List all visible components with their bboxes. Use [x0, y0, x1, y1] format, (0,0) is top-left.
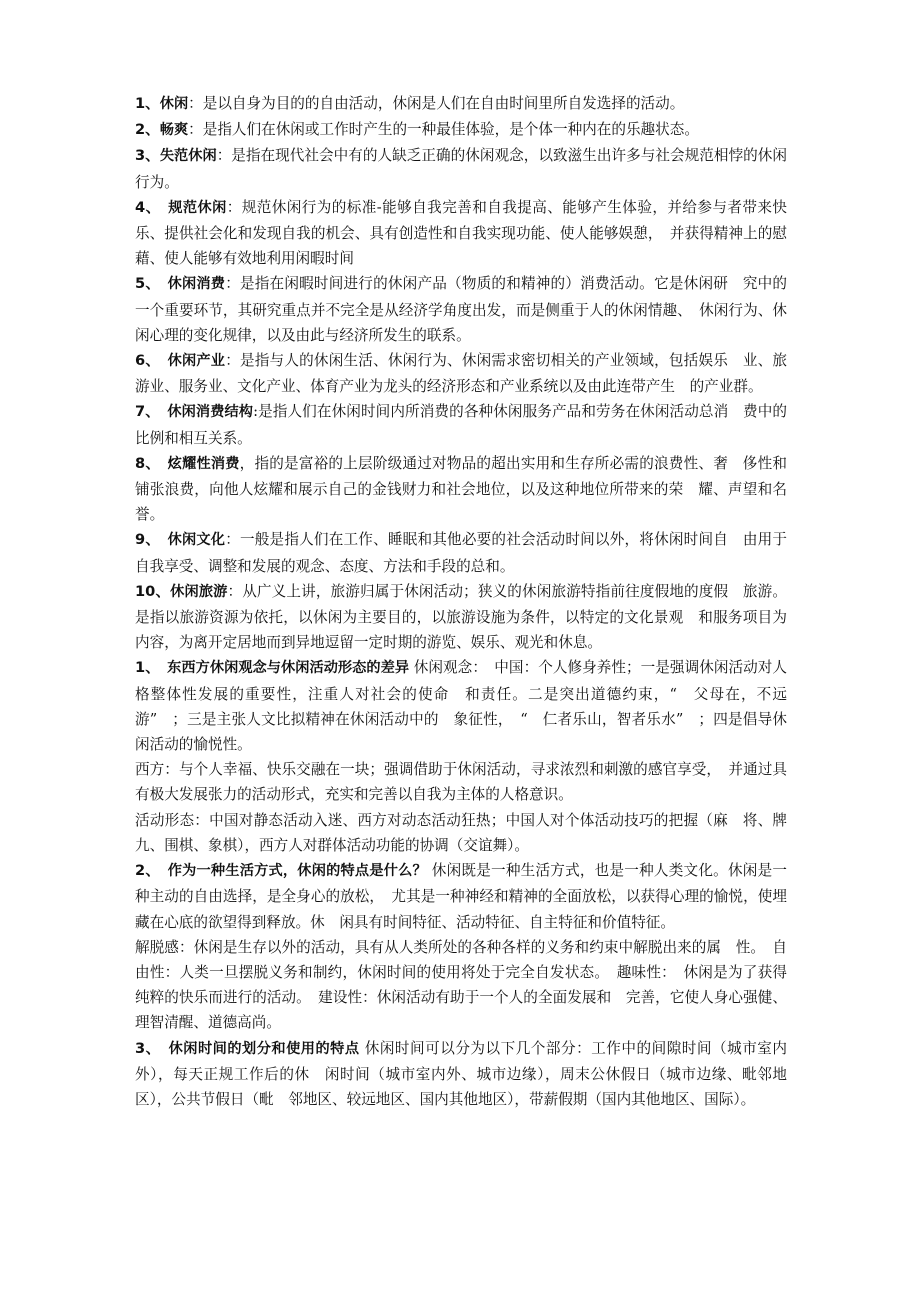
- item-number: 4、: [135, 198, 169, 216]
- question-title: 休闲时间的划分和使用的特点: [168, 1040, 360, 1057]
- question-answer: 休闲观念： 中国：个人修身养性；一是强调休闲活动对人格整体性发展的重要性，注重人对社会的使命 和责任。二是突出道德约束，“ 父母在，不远游” ；三是主张人文比拟精神在休闲活动中的 象征性， “ 仁者乐山，智者乐水” ；四是倡导休闲活动的愉悦性。: [135, 659, 787, 754]
- term-title: 休闲: [159, 96, 189, 112]
- term-definition: ：从广义上讲，旅游归属于休闲活动；狭义的休闲旅游特指前往度假地的度假 旅游。是指以旅游资源为依托，以休闲为主要目的，以旅游设施为条件，以特定的文化景观 和服务项目为内容，为离开定居地而到异地逗留一定时期的游览、娱乐、观光和休息。: [135, 582, 787, 652]
- question-title: 作为一种生活方式，休闲的特点是什么？: [167, 863, 427, 880]
- definition-9: [135, 527, 787, 578]
- definition-10: [135, 579, 787, 656]
- document-page: [135, 91, 787, 1112]
- question-title: 东西方休闲观念与休闲活动形态的差异: [167, 660, 410, 677]
- question-2: [135, 858, 787, 935]
- term-definition: ：是指在现代社会中有的人缺乏正确的休闲观念，以致滋生出许多与社会规范相悖的休闲行为。: [135, 147, 787, 191]
- item-number: 2、: [135, 121, 160, 139]
- term-title: 休闲旅游: [170, 583, 228, 600]
- term-title: 畅爽: [159, 122, 189, 139]
- definition-2: [135, 117, 787, 143]
- question-answer: 休闲既是一种生活方式，也是一种人类文化。休闲是一种主动的自由选择，是全身心的放松， 尤其是一种神经和精神的全面放松，以获得心理的愉悦，使埋藏在心底的欲望得到释放。休 闲具有时间特征、活动特征、自主特征和价值特征。: [135, 862, 787, 931]
- item-number: 3、: [135, 147, 160, 165]
- term-definition: ：是指在闲暇时间进行的休闲产品（物质的和精神的）消费活动。它是休闲研 究中的一个重要环节，其研究重点并不完全是从经济学角度出发，而是侧重于人的休闲情趣、 休闲行为、休闲心理的变化规律，以及由此与经济所发生的联系。: [135, 275, 787, 344]
- question-1: [135, 655, 787, 757]
- term-title: 休闲文化: [167, 532, 226, 549]
- term-definition: ：规范休闲行为的标准-能够自我完善和自我提高、能够产生体验，并给参与者带来快乐、提供社会化和发现自我的机会、具有创造性和自我实现功能、使人能够娱憩， 并获得精神上的慰藉、使人能够有效地利用闲暇时间: [135, 198, 787, 268]
- definition-3: [135, 143, 787, 194]
- item-number: 5、: [135, 275, 168, 293]
- item-number: 2、: [135, 862, 168, 880]
- question-1-extra-1: 西方：与个人幸福、快乐交融在一块；强调借助于休闲活动，寻求浓烈和刺激的感官享受， 并通过具有极大发展张力的活动形式，充实和完善以自我为主体的人格意识。: [135, 761, 787, 804]
- term-title: 休闲消费: [167, 276, 226, 293]
- item-number: 6、: [135, 352, 168, 370]
- item-number: 1、: [135, 659, 168, 677]
- term-definition: :是指人们在休闲时间内所消费的各种休闲服务产品和劳务在休闲活动总消 费中的比例和相互关系。: [135, 403, 787, 447]
- question-2-extra-1: 解脱感：休闲是生存以外的活动，具有从人类所处的各种各样的义务和约束中解脱出来的属 性。 自由性：人类一旦摆脱义务和制约，休闲时间的使用将处于完全自发状态。 趣味性： 休闲是为了获得纯粹的快乐而进行的活动。 建设性：休闲活动有助于一个人的全面发展和 完善，它使人身心强健、理智清醒、道德高尚。: [135, 938, 787, 1032]
- term-title: 规范休闲: [168, 199, 227, 216]
- item-number: 7、: [135, 403, 168, 421]
- question-1-extra-2: 活动形态：中国对静态活动入迷、西方对动态活动狂热；中国人对个体活动技巧的把握（麻 将、牌九、围棋、象棋），西方人对群体活动功能的协调（交谊舞）。: [135, 811, 787, 854]
- item-number: 9、: [135, 531, 168, 549]
- item-number: 10、: [135, 582, 171, 600]
- definition-1: [135, 91, 787, 117]
- term-definition: ：是指与人的休闲生活、休闲行为、休闲需求密切相关的产业领域，包括娱乐 业、旅游业、服务业、文化产业、体育产业为龙头的经济形态和产业系统以及由此连带产生 的产业群。: [135, 352, 787, 396]
- definition-4: [135, 195, 787, 272]
- definition-8: [135, 451, 787, 528]
- term-definition: ：是以自身为目的的自由活动，休闲是人们在自由时间里所自发选择的活动。: [188, 95, 685, 112]
- term-title: 炫耀性消费: [167, 455, 240, 472]
- definition-5: [135, 271, 787, 348]
- definition-7: [135, 399, 787, 450]
- definition-6: [135, 348, 787, 399]
- question-answer: 休闲时间可以分为以下几个部分：工作中的间隙时间（城市室内外），每天正规工作后的休 闲时间（城市室内外、城市边缘），周末公休假日（城市边缘、毗邻地区），公共节假日（毗 邻地区、较远地区、国内其他地区），带薪假期（国内其他地区、国际）。: [135, 1039, 787, 1108]
- item-number: 3、: [135, 1039, 169, 1057]
- item-number: 1、: [135, 95, 160, 112]
- term-title: 失范休闲: [159, 148, 217, 165]
- term-definition: ：是指人们在休闲或工作时产生的一种最佳体验，是个体一种内在的乐趣状态。: [188, 121, 699, 139]
- term-title: 休闲消费结构: [167, 404, 254, 421]
- question-3: [135, 1036, 787, 1113]
- term-definition: ：一般是指人们在工作、睡眠和其他必要的社会活动时间以外，将休闲时间自 由用于自我享受、调整和发展的观念、态度、方法和手段的总和。: [135, 531, 787, 575]
- term-title: 休闲产业: [167, 353, 226, 370]
- item-number: 8、: [135, 454, 168, 472]
- term-definition: ，指的是富裕的上层阶级通过对物品的超出实用和生存所必需的浪费性、奢 侈性和铺张浪费，向他人炫耀和展示自己的金钱财力和社会地位，以及这种地位所带来的荣 耀、声望和名誉。: [135, 454, 787, 524]
